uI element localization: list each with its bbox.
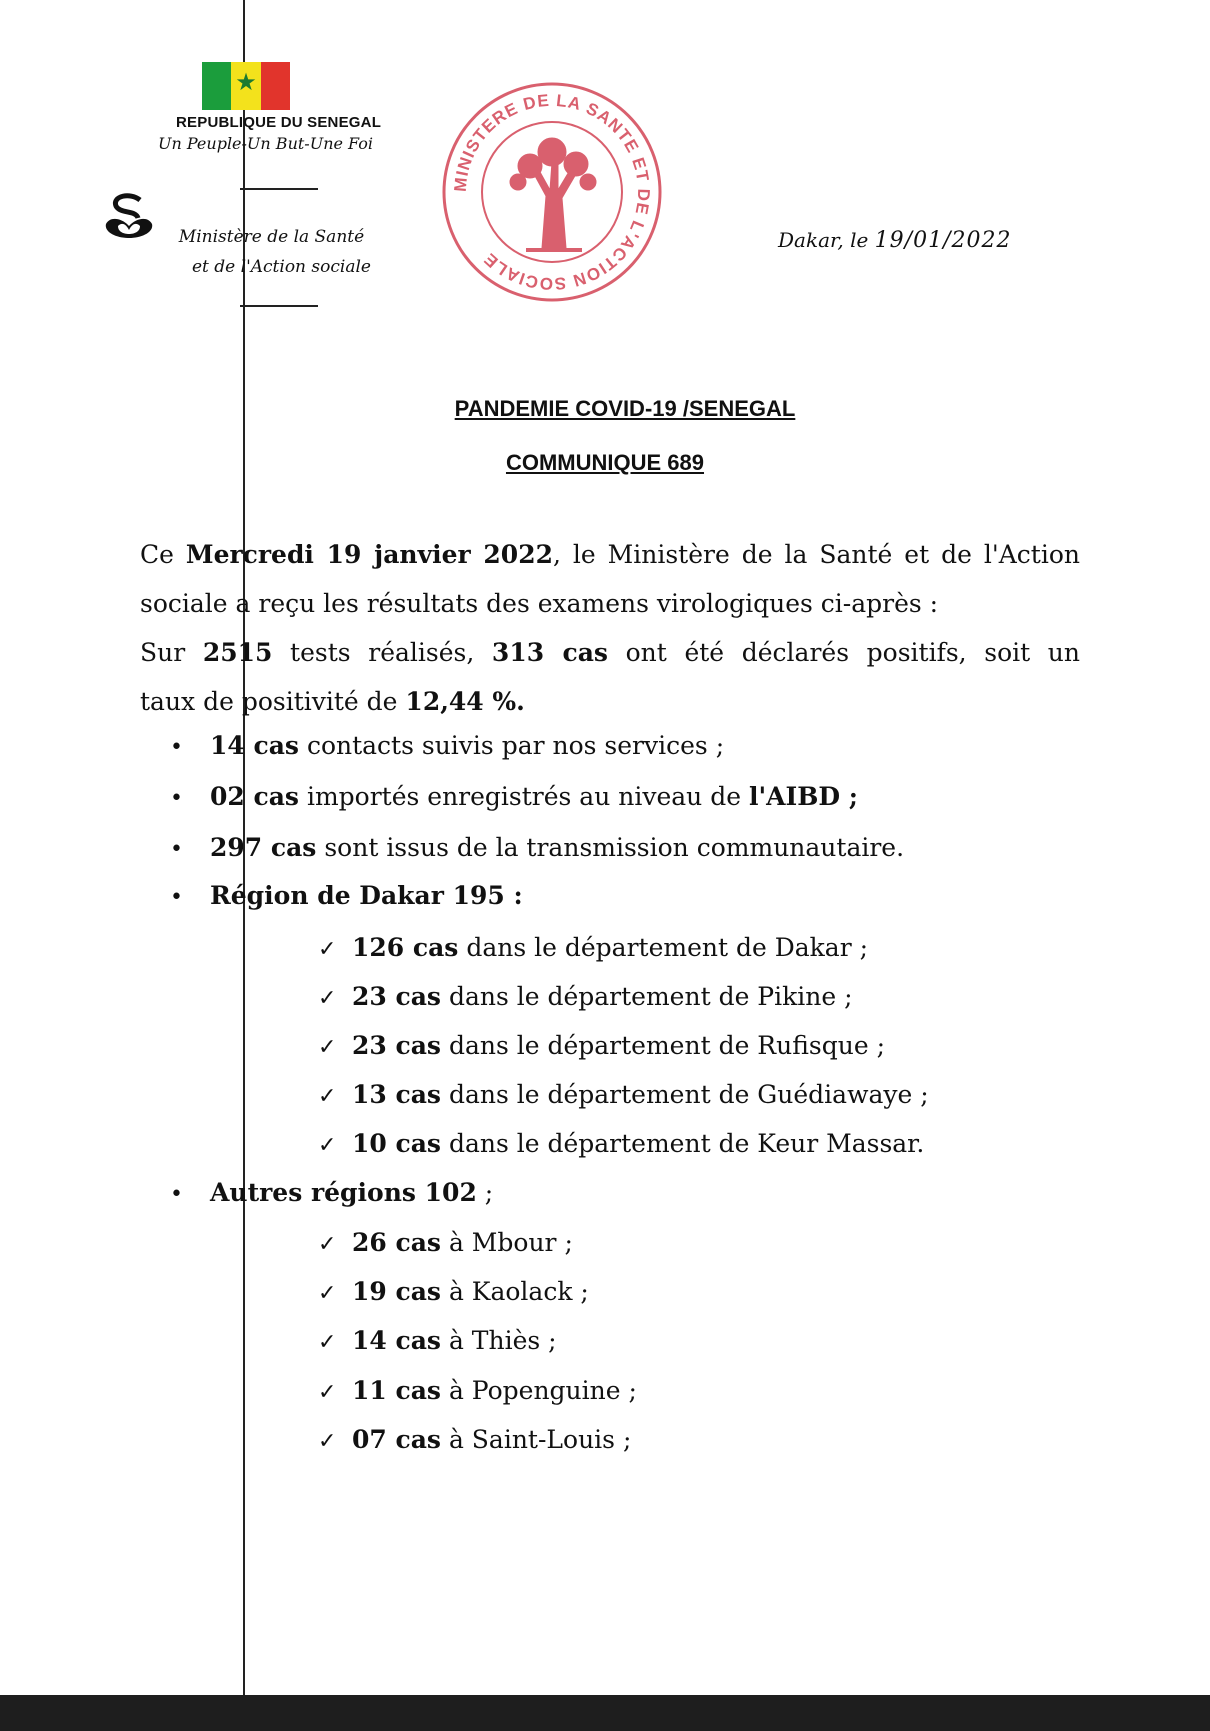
list-item: ✓ 13 cas dans le département de Guédiawaye ; — [318, 1080, 929, 1109]
check-icon: ✓ — [318, 1133, 337, 1158]
check-icon: ✓ — [318, 937, 337, 962]
check-icon: ✓ — [318, 1429, 337, 1454]
list-item: ✓ 07 cas à Saint-Louis ; — [318, 1425, 632, 1454]
list-item: ✓ 10 cas dans le département de Keur Massar. — [318, 1129, 925, 1158]
check-icon: ✓ — [318, 1232, 337, 1257]
national-motto: Un Peuple-Un But-Une Foi — [158, 134, 374, 153]
ministry-line-1: Ministère de la Santé — [178, 227, 365, 247]
flag-star-icon: ★ — [235, 68, 257, 96]
check-icon: ✓ — [318, 1380, 337, 1405]
ministry-name — [172, 222, 371, 282]
check-icon: ✓ — [318, 1084, 337, 1109]
list-item: ✓ 23 cas dans le département de Pikine ; — [318, 982, 853, 1011]
check-icon: ✓ — [318, 1281, 337, 1306]
date-prefix: Dakar, le — [778, 228, 869, 252]
list-item: ✓ 126 cas dans le département de Dakar ; — [318, 933, 869, 962]
list-item: ✓ 26 cas à Mbour ; — [318, 1228, 573, 1257]
date-value: 19/01/2022 — [874, 228, 1012, 253]
ministry-line-2: et de l'Action sociale — [192, 257, 371, 277]
check-icon: ✓ — [318, 986, 337, 1011]
list-item: ✓ 19 cas à Kaolack ; — [318, 1277, 589, 1306]
check-icon: ✓ — [318, 1330, 337, 1355]
header-divider-bottom — [240, 305, 318, 307]
list-item: ✓ 23 cas dans le département de Rufisque ; — [318, 1031, 886, 1060]
check-icon: ✓ — [318, 1035, 337, 1060]
document-date — [778, 228, 1011, 253]
senegal-flag-icon — [202, 62, 290, 110]
republic-name: REPUBLIQUE DU SENEGAL — [176, 114, 382, 131]
intro-line-1: Ce Mercredi 19 janvier 2022, le Ministère de la Santé et de l'Action — [140, 540, 1080, 569]
bottom-bar — [0, 1695, 1210, 1731]
list-item: • 297 cas sont issus de la transmission communautaire. — [170, 833, 905, 862]
document-title: PANDEMIE COVID-19 /SENEGAL — [454, 396, 796, 421]
other-regions-heading: • Autres régions 102 ; — [170, 1178, 494, 1207]
list-item: • 02 cas importés enregistrés au niveau de l'AIBD ; — [170, 782, 858, 811]
official-seal-stamp — [438, 78, 666, 306]
baobab-tree-icon — [510, 138, 596, 250]
header-divider-top — [240, 188, 318, 190]
dakar-heading: • Région de Dakar 195 : — [170, 881, 523, 910]
intro-line-3: Sur 2515 tests réalisés, 313 cas ont été déclarés positifs, soit un — [140, 638, 1081, 667]
intro-paragraph — [140, 530, 1080, 726]
seal-text: MINISTERE DE LA SANTE ET DE L'ACTION SOCIALE — [450, 90, 654, 294]
intro-line-2: sociale a reçu les résultats des examens virologiques ci-après : — [140, 589, 939, 618]
list-item: ✓ 14 cas à Thiès ; — [318, 1326, 557, 1355]
list-item: ✓ 11 cas à Popenguine ; — [318, 1376, 637, 1405]
ministry-logo-icon — [100, 192, 158, 240]
list-item: • 14 cas contacts suivis par nos services ; — [170, 731, 725, 760]
intro-line-4: taux de positivité de 12,44 %. — [140, 687, 525, 716]
communique-number: COMMUNIQUE 689 — [505, 450, 705, 475]
